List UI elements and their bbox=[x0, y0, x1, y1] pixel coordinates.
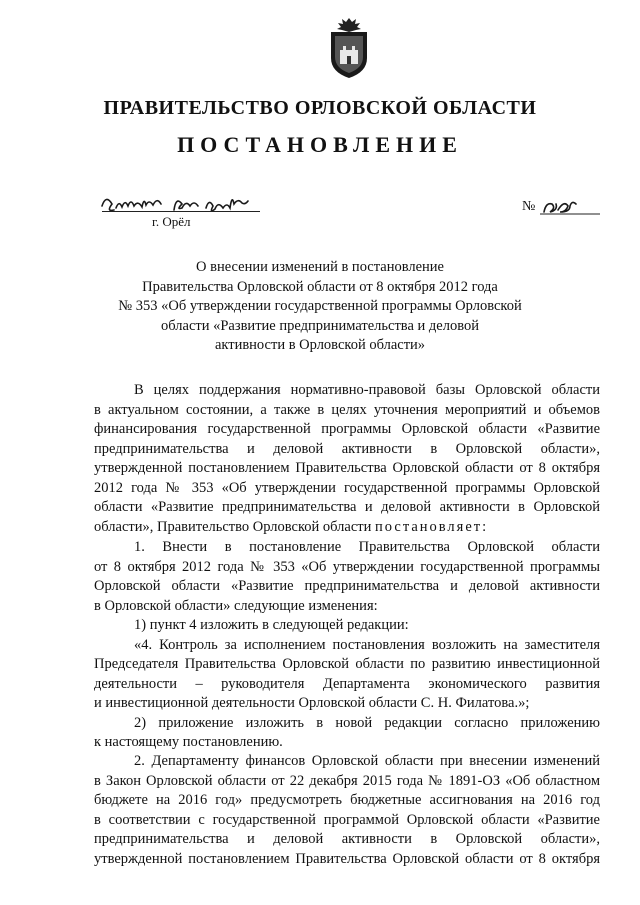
government-title: ПРАВИТЕЛЬСТВО ОРЛОВСКОЙ ОБЛАСТИ bbox=[103, 97, 537, 119]
text-line bbox=[94, 518, 600, 538]
text-line: Орловской области «Развитие предпринимательства и деловой активности bbox=[94, 578, 600, 594]
document-type-title: ПОСТАНОВЛЕНИЕ bbox=[177, 132, 463, 157]
subject-line: области «Развитие предпринимательства и деловой bbox=[161, 317, 479, 334]
text-line: бюджете на 2016 год» предусмотреть бюджетные ассигнования на 2016 год bbox=[94, 792, 600, 808]
text-line: В целях поддержания нормативно-правовой базы Орловской области bbox=[134, 382, 600, 398]
text-line: в Орловской области» следующие изменения: bbox=[94, 597, 378, 614]
text-line: утвержденной постановлением Правительства Орловской области от 8 октября bbox=[94, 850, 600, 867]
item-1-paragraph bbox=[94, 538, 600, 753]
text-line: утвержденной постановлением Правительства Орловской области от 8 октября bbox=[94, 460, 600, 476]
subject-line: активности в Орловской области» bbox=[214, 337, 426, 353]
text-line: в соответствии с государственной программой Орловской области «Развитие bbox=[94, 811, 600, 828]
text-line: и инвестиционной деятельности Орловской области С. Н. Филатова.»; bbox=[94, 695, 530, 711]
coat-of-arms-emblem bbox=[326, 16, 372, 80]
text-line: 2. Департаменту финансов Орловской области при внесении изменений bbox=[134, 753, 600, 769]
preamble-paragraph bbox=[94, 381, 600, 537]
text-line: финансирования государственной программы Орловской области «Развитие bbox=[94, 421, 600, 437]
text-line: в Закон Орловской области от 22 декабря 2015 года № 1891-ОЗ «Об областном bbox=[94, 772, 600, 789]
subitem-2: 2) приложение изложить в новой редакции согласно приложению bbox=[134, 714, 600, 731]
text-line: от 8 октября 2012 года № 353 «Об утверждении государственной программы bbox=[94, 558, 600, 575]
date-underline bbox=[102, 211, 260, 212]
text-line: 2012 года № 353 «Об утверждении государственной программы Орловской bbox=[94, 479, 600, 496]
text-line: области «Развитие предпринимательства и деловой активности в Орловской bbox=[94, 499, 600, 515]
subject-line: О внесении изменений в постановление bbox=[196, 259, 444, 275]
text-line: предпринимательства и деловой активности в Орловской области», bbox=[94, 440, 600, 457]
subject-line: Правительства Орловской области от 8 октября 2012 года bbox=[142, 278, 498, 295]
item-2-paragraph bbox=[94, 752, 600, 869]
text-line: «4. Контроль за исполнением постановления возложить на заместителя bbox=[134, 636, 600, 653]
number-label: № bbox=[522, 199, 536, 214]
subitem-1: 1) пункт 4 изложить в следующей редакции: bbox=[134, 617, 409, 633]
subject-line: № 353 «Об утверждении государственной программы Орловской bbox=[118, 298, 522, 314]
text-line: в актуальном состоянии, а также в целях уточнения мероприятий и объемов bbox=[94, 401, 600, 418]
text-line: к настоящему постановлению. bbox=[94, 734, 283, 750]
text-line: 1. Внести в постановление Правительства Орловской области bbox=[134, 539, 600, 555]
text-line: деятельности – руководителя Департамента экономического развития bbox=[94, 675, 600, 692]
text-line: предпринимательства и деловой активности в Орловской области», bbox=[94, 831, 600, 847]
handwritten-number bbox=[538, 194, 602, 218]
preamble-last-text: области», Правительство Орловской области bbox=[94, 518, 376, 535]
text-line: Председателя Правительства Орловской области по развитию инвестиционной bbox=[94, 656, 600, 672]
subject-block bbox=[0, 258, 640, 356]
decree-word: постановляет: bbox=[375, 518, 489, 535]
city: г. Орёл bbox=[152, 214, 191, 229]
